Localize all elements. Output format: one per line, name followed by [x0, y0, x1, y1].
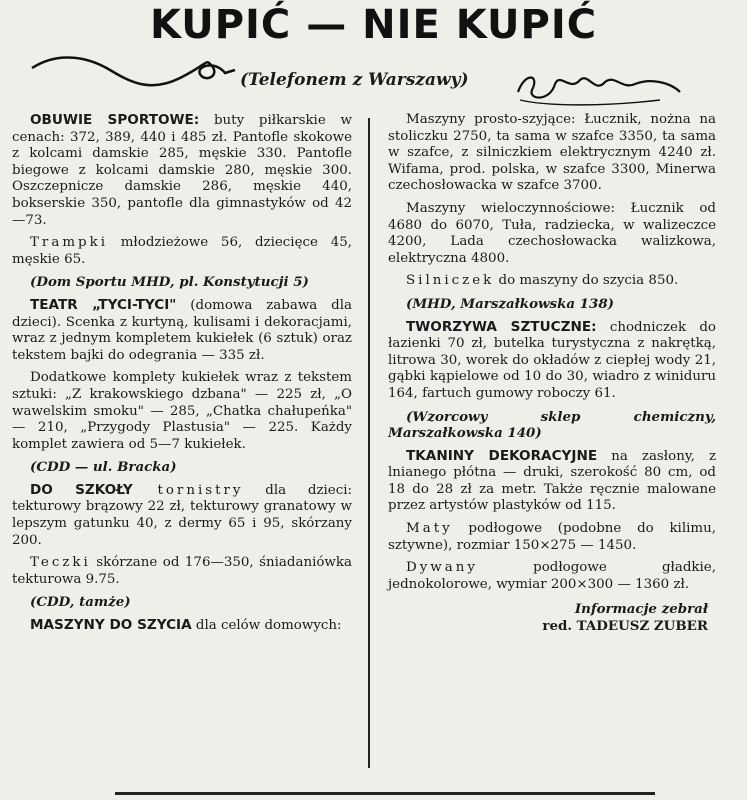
source-cdd-tamze: (CDD, tamże): [30, 594, 131, 611]
paragraph-silniczek: [388, 273, 716, 290]
text-maty: podłogowe (podobne do kilimu, sztywne), rozmiar 150×275 — 1450.: [388, 521, 716, 553]
bottom-rule: [115, 792, 655, 795]
heading-tkaniny: TKANINY DEKORACYJNE: [406, 447, 598, 464]
heading-silniczek: Silniczek: [406, 273, 495, 289]
column-divider: [368, 118, 370, 768]
page-title: KUPIĆ — NIE KUPIĆ: [149, 2, 598, 48]
right-column: [388, 112, 716, 635]
credit-role: Informacje zebrał: [574, 601, 708, 618]
heading-maty: Maty: [406, 521, 453, 537]
heading-tworzywa: TWORZYWA SZTUCZNE:: [406, 318, 597, 335]
left-column: [12, 112, 352, 641]
paragraph-szkola: [12, 482, 352, 549]
paragraph-teatr: [12, 297, 352, 364]
heading-trampki: Trampki: [30, 235, 108, 251]
paragraph-obuwie: [12, 112, 352, 229]
decorative-squiggle-icon: [30, 48, 240, 98]
text-trampki: młodzieżowe 56, dziecięce 45, męskie 65.: [12, 235, 352, 267]
text-obuwie: buty piłkarskie w cenach: 372, 389, 440 i 485 zł. Pantofle skokowe z kolcami damskie 285, męskie 330. Pantofle biegowe z kolcami damskie 280, męskie 300. Oszczepnicze damskie 286, męskie 440, bokserskie 350, pantofle dla gimnastyków od 42—73.: [12, 113, 352, 228]
text-teatr: (domowa zabawa dla dzieci). Scenka z kurtyną, kulisami i dekoracjami, wraz z jednym kompletem kukiełek (6 sztuk) oraz tekstem bajki do odegrania — 335 zł.: [12, 297, 352, 363]
paragraph-maty: [388, 521, 716, 554]
paragraph-wieloczynnosciowe: Maszyny wieloczynnościowe: Łucznik od 4680 do 6070, Tuła, radziecka, w walizeczce 4200, Lada czechosłowacka walizkowa, elektryczna 4800.: [388, 200, 716, 266]
paragraph-dywany: [388, 560, 716, 593]
credit-name: red. TADEUSZ ZUBER: [542, 618, 708, 635]
item-tornistry: tornistry: [132, 482, 244, 498]
source-dom-sportu: (Dom Sportu MHD, pl. Konstytucji 5): [30, 274, 309, 291]
subtitle: (Telefonem z Warszawy): [240, 70, 469, 90]
credit: [388, 601, 716, 634]
heading-obuwie: OBUWIE SPORTOWE:: [30, 112, 200, 128]
text-silniczek: do maszyny do szycia 850.: [494, 273, 679, 289]
source-mhd: (MHD, Marszałkowska 138): [406, 295, 614, 312]
text-tworzywa: chodniczek do łazienki 70 zł, butelka turystyczna z nakrętką, litrowa 30, worek do okładów z ciepłej wody 21, gąbki kąpielowe od 10 do 30, wiadro z winiduru 164, fartuch gumowy roboczy 61.: [388, 319, 716, 401]
paragraph-maszyny: [12, 617, 352, 635]
text-dywany: podłogowe gładkie, jednokolorowe, wymiar 200×300 — 1360 zł.: [388, 560, 716, 592]
source-sklep-chemiczny: (Wzorcowy sklep chemiczny, Marszałkowska 140): [388, 408, 716, 442]
heading-teatr: TEATR „TYCI-TYCI": [30, 296, 177, 313]
heading-szkola: DO SZKOŁY: [30, 481, 133, 498]
signature-icon: [510, 62, 690, 112]
heading-maszyny: MASZYNY DO SZYCIA: [30, 617, 192, 634]
paragraph-teczki: [12, 555, 352, 588]
paragraph-trampki: [12, 235, 352, 268]
text-szkola: dla dzieci: tekturowy brązowy 22 zł, tekturowy granatowy w lepszym gatunku 40, z dermy 65 i 95, skórzany 200.: [12, 482, 352, 548]
heading-teczki: Teczki: [30, 555, 91, 571]
paragraph-tkaniny: [388, 448, 716, 515]
text-maszyny: dla celów domowych:: [191, 618, 342, 634]
paragraph-tworzywa: [388, 319, 716, 403]
paragraph-dodatkowe: Dodatkowe komplety kukiełek wraz z tekstem sztuki: „Z krakowskiego dzbana" — 225 zł, „O wawelskim smoku" — 285, „Chatka chałupeńka" — 210, „Przygody Plastusia" — 225. Każdy komplet zawiera od 5—7 kukiełek.: [12, 370, 352, 452]
text-teczki: skórzane od 176—350, śniadaniówka tekturowa 9.75.: [12, 555, 352, 587]
text-tkaniny: na zasłony, z lnianego płótna — druki, szerokość 80 cm, od 18 do 28 zł za metr. Także ręcznie malowane przez artystów plastyków od 115.: [388, 448, 716, 514]
source-cdd-bracka: (CDD — ul. Bracka): [30, 459, 177, 476]
heading-dywany: Dywany: [406, 560, 478, 576]
paragraph-prosto-szyjace: Maszyny prosto-szyjące: Łucznik, nożna na stoliczku 2750, ta sama w szafce 3350, ta sama w szafce, z silniczkiem elektrycznym 4240 zł. Wifama, prod. polska, w szafce 3300, Minerwa czechosłowacka w szafce 3700.: [388, 112, 716, 194]
